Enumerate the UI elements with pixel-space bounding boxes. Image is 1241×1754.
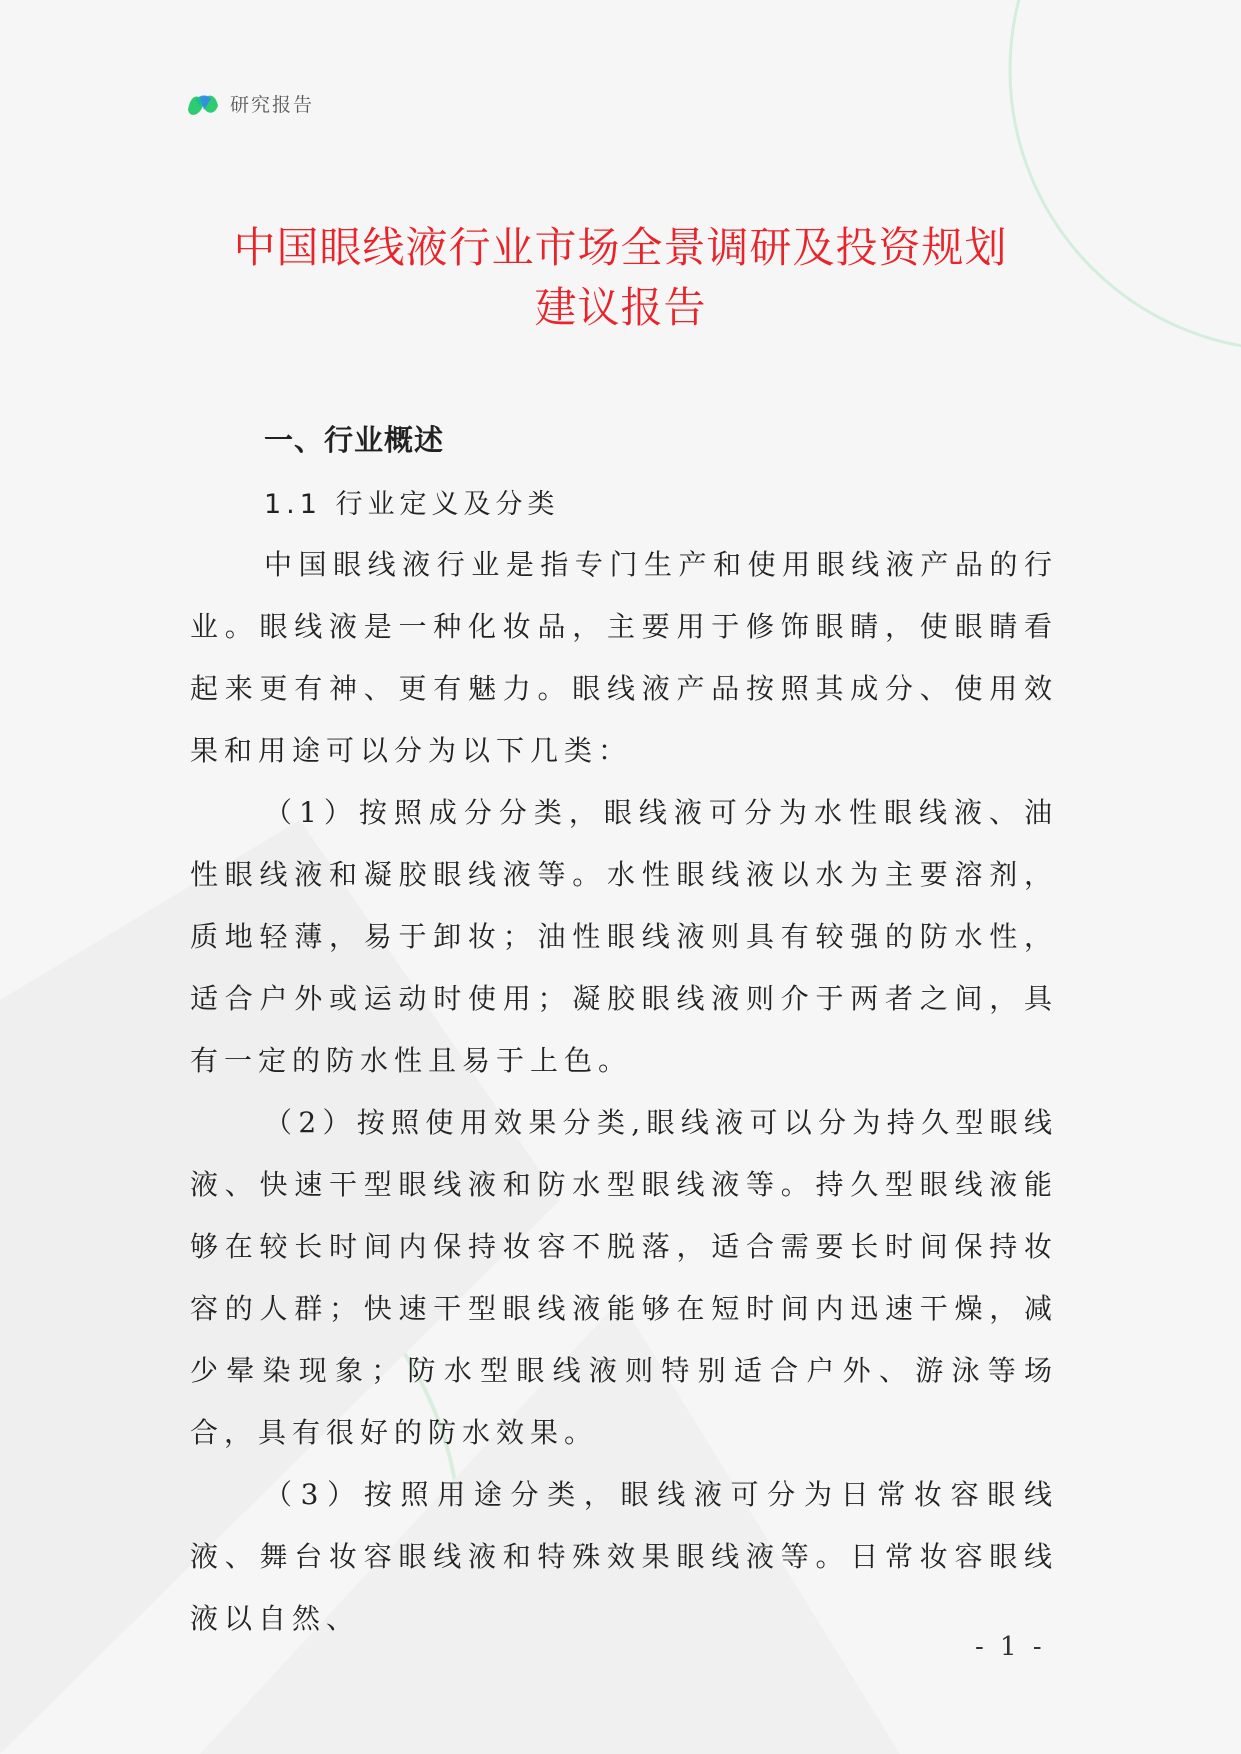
report-title (150, 218, 1091, 338)
page-number: - 1 - (975, 1632, 1046, 1662)
brand-logo-icon (186, 88, 220, 118)
paragraph-intro: 中国眼线液行业是指专门生产和使用眼线液产品的行业。眼线液是一种化妆品，主要用于修饰眼睛，使眼睛看起来更有神、更有魅力。眼线液产品按照其成分、使用效果和用途可以分为以下几类： (190, 548, 1058, 767)
report-title-line-2: 建议报告 (534, 283, 707, 332)
body-text (190, 534, 1058, 1650)
sub-heading: 1.1 行业定义及分类 (264, 489, 560, 520)
report-title-line-1: 中国眼线液行业市场全景调研及投资规划 (233, 223, 1008, 272)
paragraph-by-usage: （3）按照用途分类，眼线液可分为日常妆容眼线液、舞台妆容眼线液和特殊效果眼线液等。日常妆容眼线液以自然、 (190, 1478, 1058, 1635)
paragraph-by-ingredient: （1）按照成分分类，眼线液可分为水性眼线液、油性眼线液和凝胶眼线液等。水性眼线液以水为主要溶剂，质地轻薄，易于卸妆；油性眼线液则具有较强的防水性，适合户外或运动时使用；凝胶眼线液则介于两者之间，具有一定的防水性且易于上色。 (190, 796, 1058, 1077)
paragraph-by-effect: （2）按照使用效果分类,眼线液可以分为持久型眼线液、快速干型眼线液和防水型眼线液等。持久型眼线液能够在较长时间内保持妆容不脱落，适合需要长时间保持妆容的人群；快速干型眼线液能够在短时间内迅速干燥，减少晕染现象；防水型眼线液则特别适合户外、游泳等场合，具有很好的防水效果。 (190, 1106, 1058, 1449)
report-header (186, 88, 314, 118)
header-label: 研究报告 (230, 93, 315, 116)
section-heading: 一、行业概述 (264, 423, 445, 457)
